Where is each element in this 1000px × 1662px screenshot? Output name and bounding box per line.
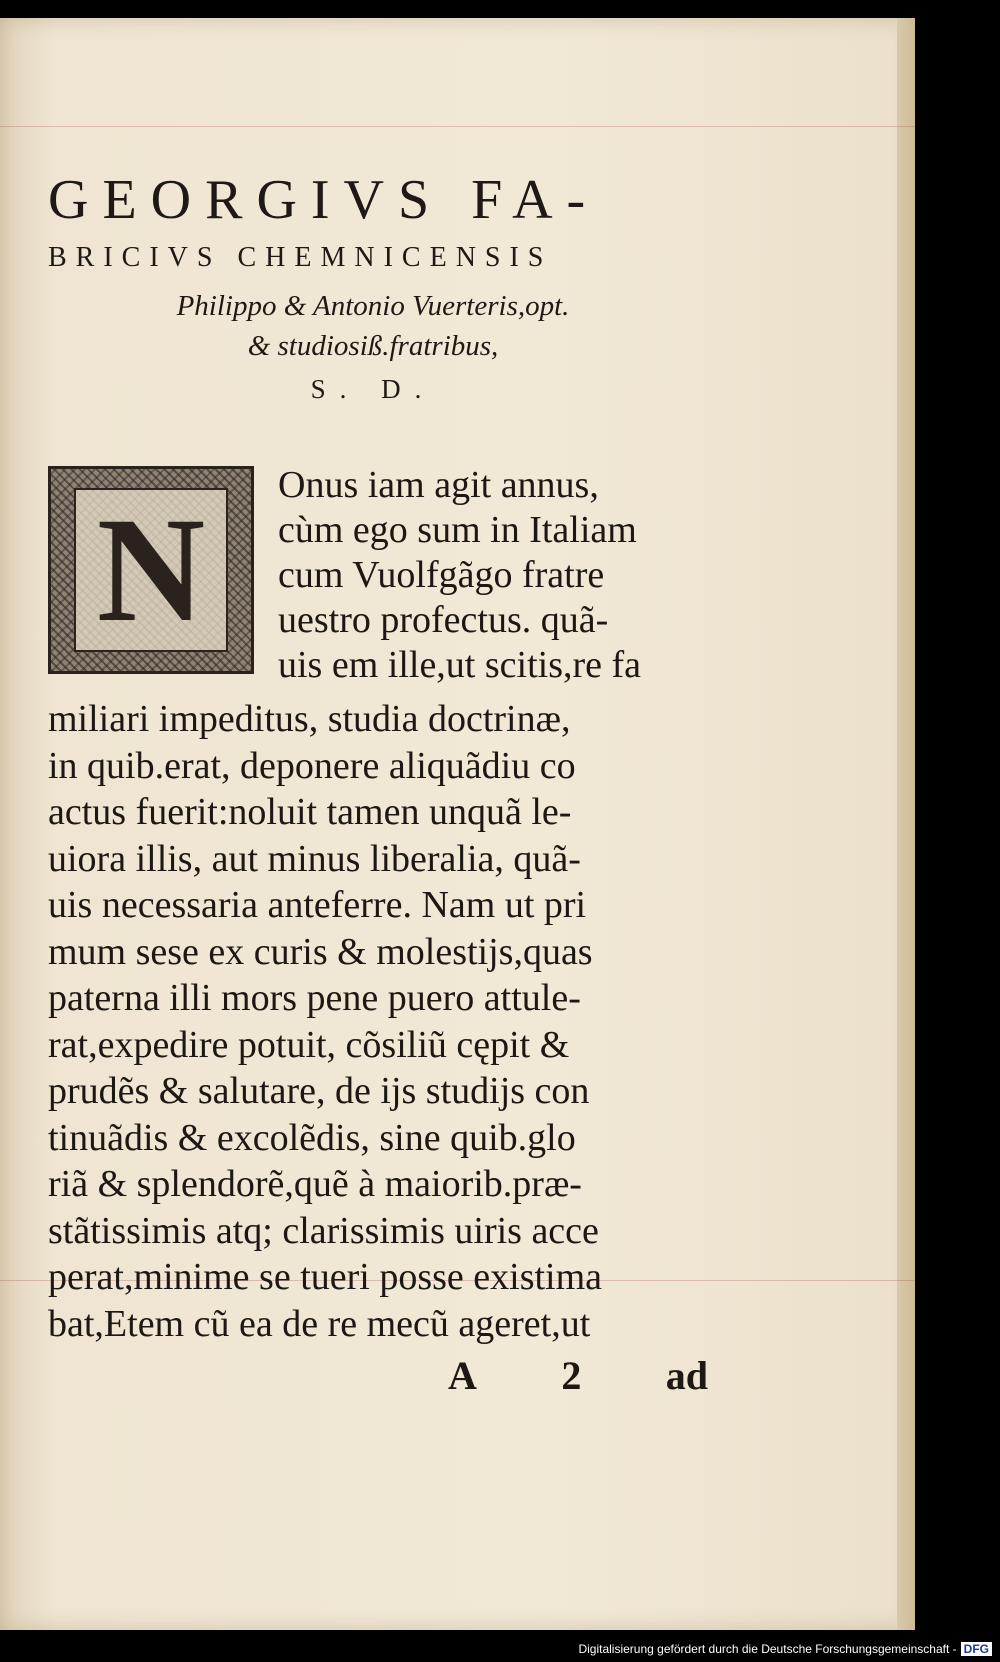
text-line: paterna illi mors pene puero attule- (48, 977, 581, 1019)
text-line: cum Vuolfgãgo fratre (278, 554, 605, 596)
text-line: stãtissimis atq; clarissimis uiris acce (48, 1209, 599, 1252)
text-line: mum sese ex curis & molestijs,quas (48, 930, 593, 973)
catchword: ad (665, 1353, 708, 1398)
decorated-initial (48, 466, 254, 674)
salutation: S. D. (310, 374, 436, 404)
text-line: miliari impeditus, studia doctrinæ, (48, 698, 571, 740)
title-line-2: BRICIVS CHEMNICENSIS (48, 242, 553, 273)
text-line: cùm ego sum in Italiam (278, 509, 637, 551)
text-line: actus fuerit:noluit tamen unquã le- (48, 791, 572, 833)
text-line: uis em ille,ut scitis,re fa (278, 644, 642, 686)
footer-text: Digitalisierung gefördert durch die Deutsche Forschungsgemeinschaft - (578, 1642, 957, 1656)
text-line: perat,minime se tueri posse existima (48, 1256, 603, 1298)
text-line: in quib.erat, deponere aliquãdiu co (48, 744, 576, 787)
drop-cap-letter: N (74, 488, 228, 652)
text-line: uestro profectus. quã- (278, 599, 609, 641)
dfg-logo: DFG (961, 1642, 992, 1656)
show-through-line (0, 126, 915, 127)
text-line: tinuãdis & excolẽdis, sine quib.glo (48, 1116, 576, 1159)
title-line-1: GEORGIVS FA- (48, 169, 600, 231)
text-line: riã & splendorẽ,quẽ à maiorib.præ- (48, 1163, 582, 1205)
dedication-line-1: Philippo & Antonio Vuerteris,opt. (176, 290, 570, 322)
text-line: uiora illis, aut minus liberalia, quã- (48, 837, 581, 880)
text-line: bat,Etem cũ ea de re mecũ ageret,ut (48, 1302, 591, 1345)
digitization-footer (0, 1642, 992, 1656)
text-line: uis necessaria anteferre. Nam ut pri (48, 884, 587, 926)
dedication-line-2: & studiosiß.fratribus, (247, 330, 499, 362)
text-line: rat,expedire potuit, cõsiliũ cępit & (48, 1023, 570, 1066)
text-line: Onus iam agit annus, (278, 464, 599, 506)
page-edge (897, 18, 915, 1630)
signature-letter: A (448, 1353, 477, 1398)
text-line: prudẽs & salutare, de ijs studijs con (48, 1070, 590, 1112)
signature-number: 2 (561, 1353, 582, 1398)
signature-mark (448, 1352, 708, 1399)
